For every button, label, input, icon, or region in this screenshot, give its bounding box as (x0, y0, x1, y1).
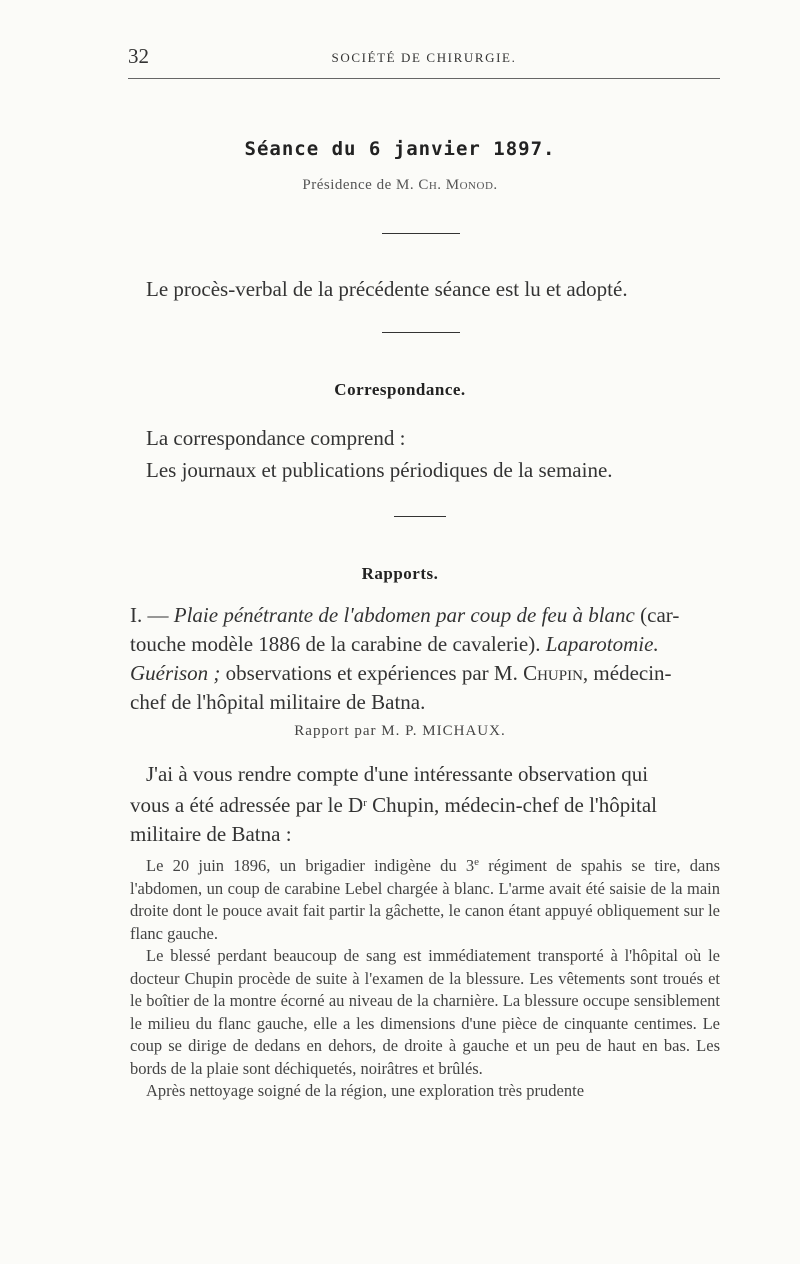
intro-line2-b: Chupin, médecin-chef de l'hôpital (366, 793, 658, 817)
intro-paragraph (130, 760, 718, 849)
presidence-prefix: Présidence de M. (302, 177, 419, 193)
correspondance-line-2: Les journaux et publications périodiques de la semaine. (146, 458, 613, 482)
item-line1-rest: (car- (634, 603, 680, 627)
correspondance-line-1: La correspondance comprend : (146, 426, 406, 450)
intro-line-1: J'ai à vous rendre compte d'une intéressante observation qui (146, 762, 649, 786)
observation-p1-b: régiment de spahis se tire, dans l'abdomen, un coup de carabine Lebel chargée à blanc. L'arme avait été saisie de la main droite dont le pouce avait fait partir la gâchette, le canon étant appuyé obliquement sur le flanc gauche. (130, 856, 720, 943)
presidence-line (0, 177, 800, 194)
seance-title: Séance du 6 janvier 1897. (244, 138, 556, 160)
page-number: 32 (128, 44, 149, 68)
item-line2: touche modèle 1886 de la carabine de cavalerie). (130, 632, 546, 656)
header-rule (128, 78, 720, 79)
rapports-heading: Rapports. (361, 564, 439, 583)
item-line3-rest: observations et expériences par M. (220, 661, 524, 685)
observation-paragraph-2: Le blessé perdant beaucoup de sang est immédiatement transporté à l'hôpital où le docteur Chupin procède de suite à l'examen de la blessure. Les vêtements sont troués et le boîtier de la montre écorné au niveau de la charnière. La blessure occupe sensiblement le milieu du flanc gauche, elle a les dimensions d'une pièce de cinquante centimes. Le coup se dirige de dedans en dehors, de droite à gauche et un peu de haut en bas. Les bords de la plaie sont déchiquetés, noirâtres et brûlés. (130, 946, 720, 1078)
item-line4: chef de l'hôpital militaire de Batna. (130, 690, 426, 714)
observation-p1-a: Le 20 juin 1896, un brigadier indigène du 3 (146, 856, 475, 875)
intro-line-3: militaire de Batna : (130, 822, 292, 846)
item-line2-italic: Laparotomie. (545, 632, 659, 656)
item-number: I. — (130, 603, 174, 627)
correspondance-heading: Correspondance. (334, 380, 466, 399)
item-title-italic: Plaie pénétrante de l'abdomen par coup de feu à blanc (173, 603, 635, 627)
item-line3-italic: Guérison ; (130, 661, 221, 685)
observation-p1-sup: e (474, 856, 480, 868)
section-divider (394, 516, 446, 517)
intro-line2-a: vous a été adressée par le D (130, 793, 364, 817)
proces-verbal-text: Le procès-verbal de la précédente séance est lu et adopté. (146, 277, 628, 301)
observation-paragraph-3: Après nettoyage soigné de la région, une exploration très prudente (146, 1081, 585, 1100)
running-head (128, 44, 720, 72)
item-author-name: Chupin (523, 661, 583, 685)
presidence-name: Ch. Monod. (418, 177, 498, 193)
rapport-par-line: Rapport par M. P. MICHAUX. (294, 723, 506, 739)
section-divider (382, 233, 460, 234)
observation-paragraph-1 (130, 851, 720, 945)
rapport-item-title (130, 601, 718, 717)
journal-title: SOCIÉTÉ DE CHIRURGIE. (331, 50, 517, 65)
section-divider (382, 332, 460, 333)
intro-line2-sup: r (363, 797, 367, 809)
item-line3-end: , médecin- (582, 661, 672, 685)
observation-text (130, 851, 720, 1103)
